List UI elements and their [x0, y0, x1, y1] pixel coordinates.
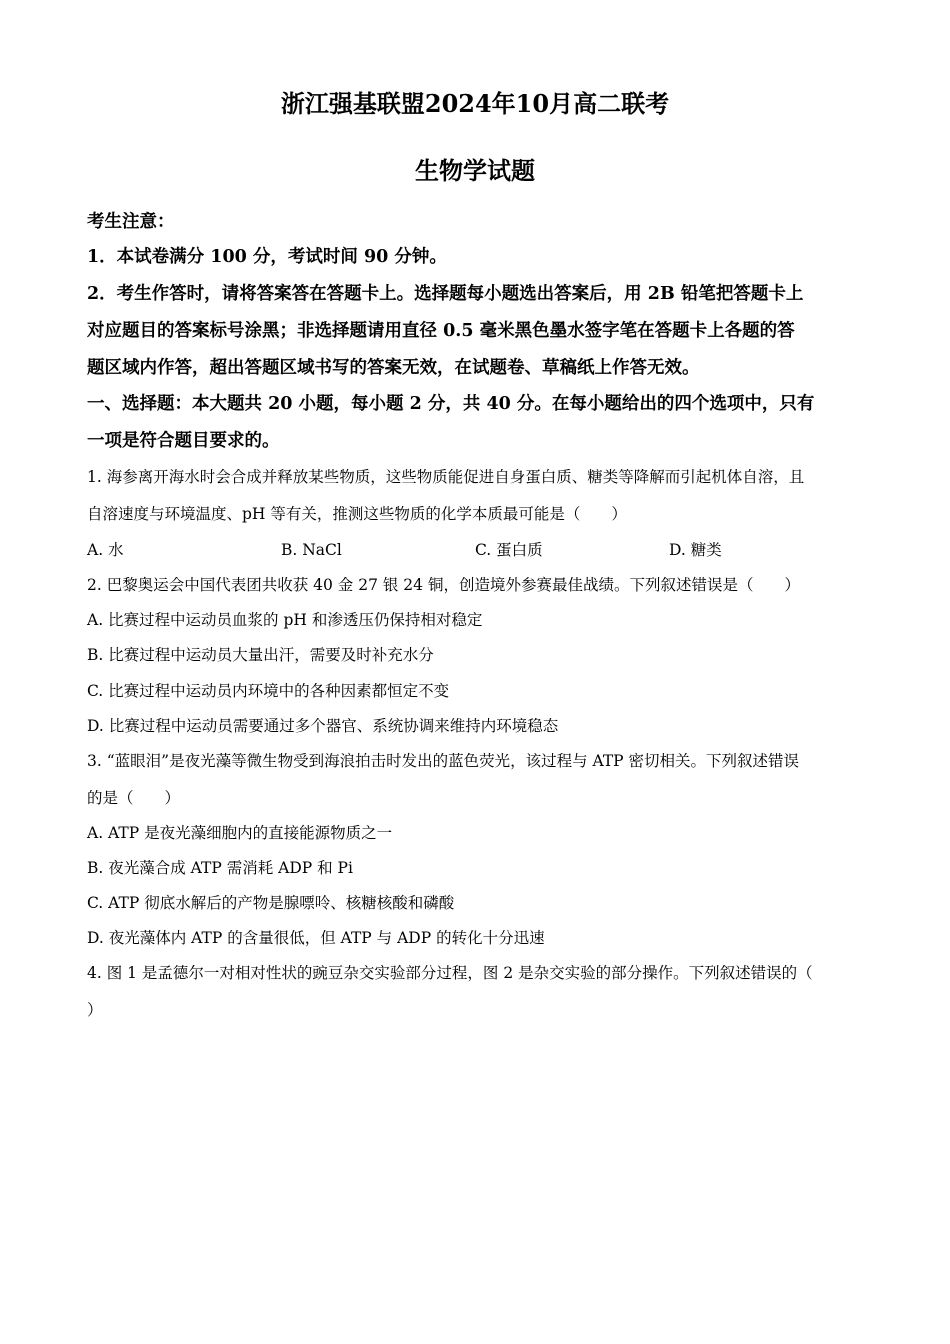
question-1-stem-line-1: 1. 海参离开海水时会合成并释放某些物质，这些物质能促进自身蛋白质、糖类等降解而引起机体自溶，且: [87, 468, 805, 486]
notice-item-1: 1．本试卷满分 100 分，考试时间 90 分钟。: [87, 247, 447, 267]
question-3-option-d: D. 夜光藻体内 ATP 的含量很低，但 ATP 与 ADP 的转化十分迅速: [87, 929, 545, 947]
question-2-stem: 2. 巴黎奥运会中国代表团共收获 40 金 27 银 24 铜，创造境外参赛最佳战绩。下列叙述错误是（ ）: [87, 576, 800, 594]
question-4-stem-line-2: ）: [87, 1001, 103, 1019]
question-3-option-b: B. 夜光藻合成 ATP 需消耗 ADP 和 Pi: [87, 859, 353, 877]
question-1-option-a: A. 水: [87, 541, 124, 559]
section-heading-line-2: 一项是符合题目要求的。: [87, 431, 280, 451]
question-4-stem-line-1: 4. 图 1 是孟德尔一对相对性状的豌豆杂交实验部分过程，图 2 是杂交实验的部分操作。下列叙述错误的（: [87, 964, 813, 982]
question-1-option-c: C. 蛋白质: [475, 541, 543, 559]
notice-heading: 考生注意：: [87, 212, 175, 232]
notice-item-2-line-3: 题区域内作答，超出答题区域书写的答案无效，在试题卷、草稿纸上作答无效。: [87, 358, 700, 378]
question-3-stem-line-2: 的是（ ）: [87, 789, 181, 807]
notice-item-2-line-1: 2．考生作答时，请将答案答在答题卡上。选择题每小题选出答案后，用 2B 铅笔把答题卡上: [87, 284, 804, 304]
exam-title: 浙江强基联盟2024年10月高二联考: [280, 89, 670, 118]
question-3-stem-line-1: 3. “蓝眼泪”是夜光藻等微生物受到海浪拍击时发出的蓝色荧光，该过程与 ATP 密切相关。下列叙述错误: [87, 752, 800, 770]
exam-subtitle: 生物学试题: [415, 156, 535, 185]
question-2-option-c: C. 比赛过程中运动员内环境中的各种因素都恒定不变: [87, 682, 450, 700]
question-3-option-c: C. ATP 彻底水解后的产物是腺嘌呤、核糖核酸和磷酸: [87, 894, 455, 912]
question-1-stem-line-2: 自溶速度与环境温度、pH 等有关，推测这些物质的化学本质最可能是（ ）: [87, 505, 627, 523]
question-2-option-b: B. 比赛过程中运动员大量出汗，需要及时补充水分: [87, 646, 434, 664]
section-heading-line-1: 一、选择题：本大题共 20 小题，每小题 2 分，共 40 分。在每小题给出的四个选项中，只有: [87, 394, 815, 414]
question-2-option-d: D. 比赛过程中运动员需要通过多个器官、系统协调来维持内环境稳态: [87, 717, 559, 735]
question-2-option-a: A. 比赛过程中运动员血浆的 pH 和渗透压仍保持相对稳定: [87, 611, 483, 629]
question-3-option-a: A. ATP 是夜光藻细胞内的直接能源物质之一: [87, 824, 393, 842]
question-1-option-d: D. 糖类: [669, 541, 722, 559]
question-1-option-b: B. NaCl: [281, 541, 342, 559]
notice-item-2-line-2: 对应题目的答案标号涂黑；非选择题请用直径 0.5 毫米黑色墨水签字笔在答题卡上各题的答: [87, 321, 795, 341]
